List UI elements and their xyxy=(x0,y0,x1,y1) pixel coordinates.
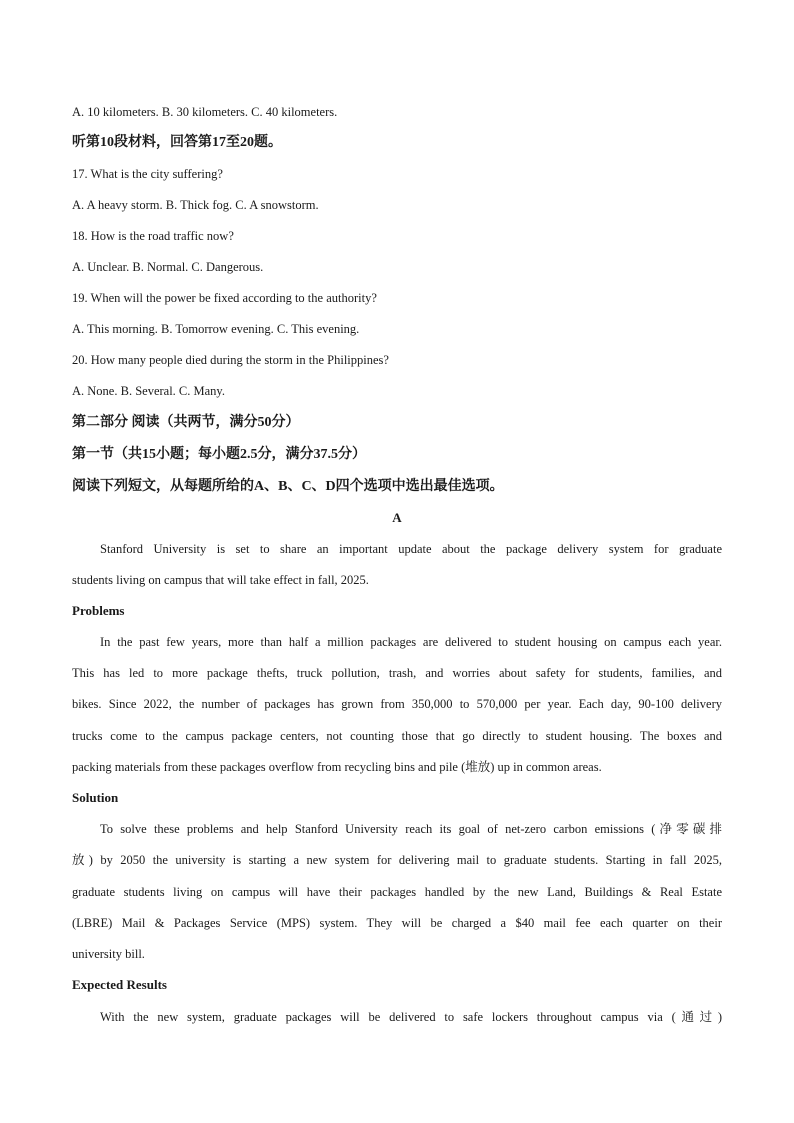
results-line-1: With the new system, graduate packages will be delivered to safe lockers throughout campus via (通过) xyxy=(100,1010,722,1024)
question-20: 20. How many people died during the storm in the Philippines? xyxy=(72,353,389,367)
problems-heading: Problems xyxy=(72,603,125,618)
q19-options: A. This morning. B. Tomorrow evening. C. This evening. xyxy=(72,322,360,336)
q20-options: A. None. B. Several. C. Many. xyxy=(72,384,225,398)
solution-heading: Solution xyxy=(72,790,119,805)
intro-line-1: Stanford University is set to share an important update about the package delivery system for graduate xyxy=(100,542,722,556)
q17-options: A. A heavy storm. B. Thick fog. C. A snowstorm. xyxy=(72,198,319,212)
section10-instruction: 听第10段材料，回答第17至20题。 xyxy=(72,135,282,150)
solution-line-2: 放) by 2050 the university is starting a new system for delivering mail to graduate students. Starting in fall 2025, xyxy=(72,853,722,867)
q18-options: A. Unclear. B. Normal. C. Dangerous. xyxy=(72,260,264,274)
problems-line-1: In the past few years, more than half a million packages are delivered to student housing on campus each year. xyxy=(100,635,722,649)
solution-line-4: (LBRE) Mail & Packages Service (MPS) system. They will be charged a $40 mail fee each quarter on their xyxy=(72,916,722,930)
solution-line-1: To solve these problems and help Stanford University reach its goal of net-zero carbon emissions (净零碳排 xyxy=(100,822,722,836)
results-heading: Expected Results xyxy=(72,977,167,992)
problems-line-5: packing materials from these packages overflow from recycling bins and pile (堆放) up in common areas. xyxy=(72,760,602,774)
question-19: 19. When will the power be fixed according to the authority? xyxy=(72,291,377,305)
problems-line-4: trucks come to the campus package centers, not counting those that go directly to student housing. The boxes and xyxy=(72,729,722,743)
reading-instruction: 阅读下列短文，从每题所给的A、B、C、D四个选项中选出最佳选项。 xyxy=(72,479,504,494)
section1-title: 第一节（共15小题；每小题2.5分，满分37.5分） xyxy=(72,447,366,462)
solution-line-3: graduate students living on campus will have their packages handled by the new Land, Buildings & Real Estate xyxy=(72,885,722,899)
passage-label: A xyxy=(392,510,402,525)
q16-options: A. 10 kilometers. B. 30 kilometers. C. 40 kilometers. xyxy=(72,105,338,119)
question-18: 18. How is the road traffic now? xyxy=(72,229,234,243)
question-17: 17. What is the city suffering? xyxy=(72,167,223,181)
solution-line-5: university bill. xyxy=(72,947,145,961)
part2-title: 第二部分 阅读（共两节，满分50分） xyxy=(72,415,300,430)
problems-line-2: This has led to more package thefts, truck pollution, trash, and worries about safety for students, families, and xyxy=(72,666,722,680)
intro-line-2: students living on campus that will take effect in fall, 2025. xyxy=(72,573,369,587)
problems-line-3: bikes. Since 2022, the number of packages has grown from 350,000 to 570,000 per year. Each day, 90-100 delivery xyxy=(72,697,722,711)
